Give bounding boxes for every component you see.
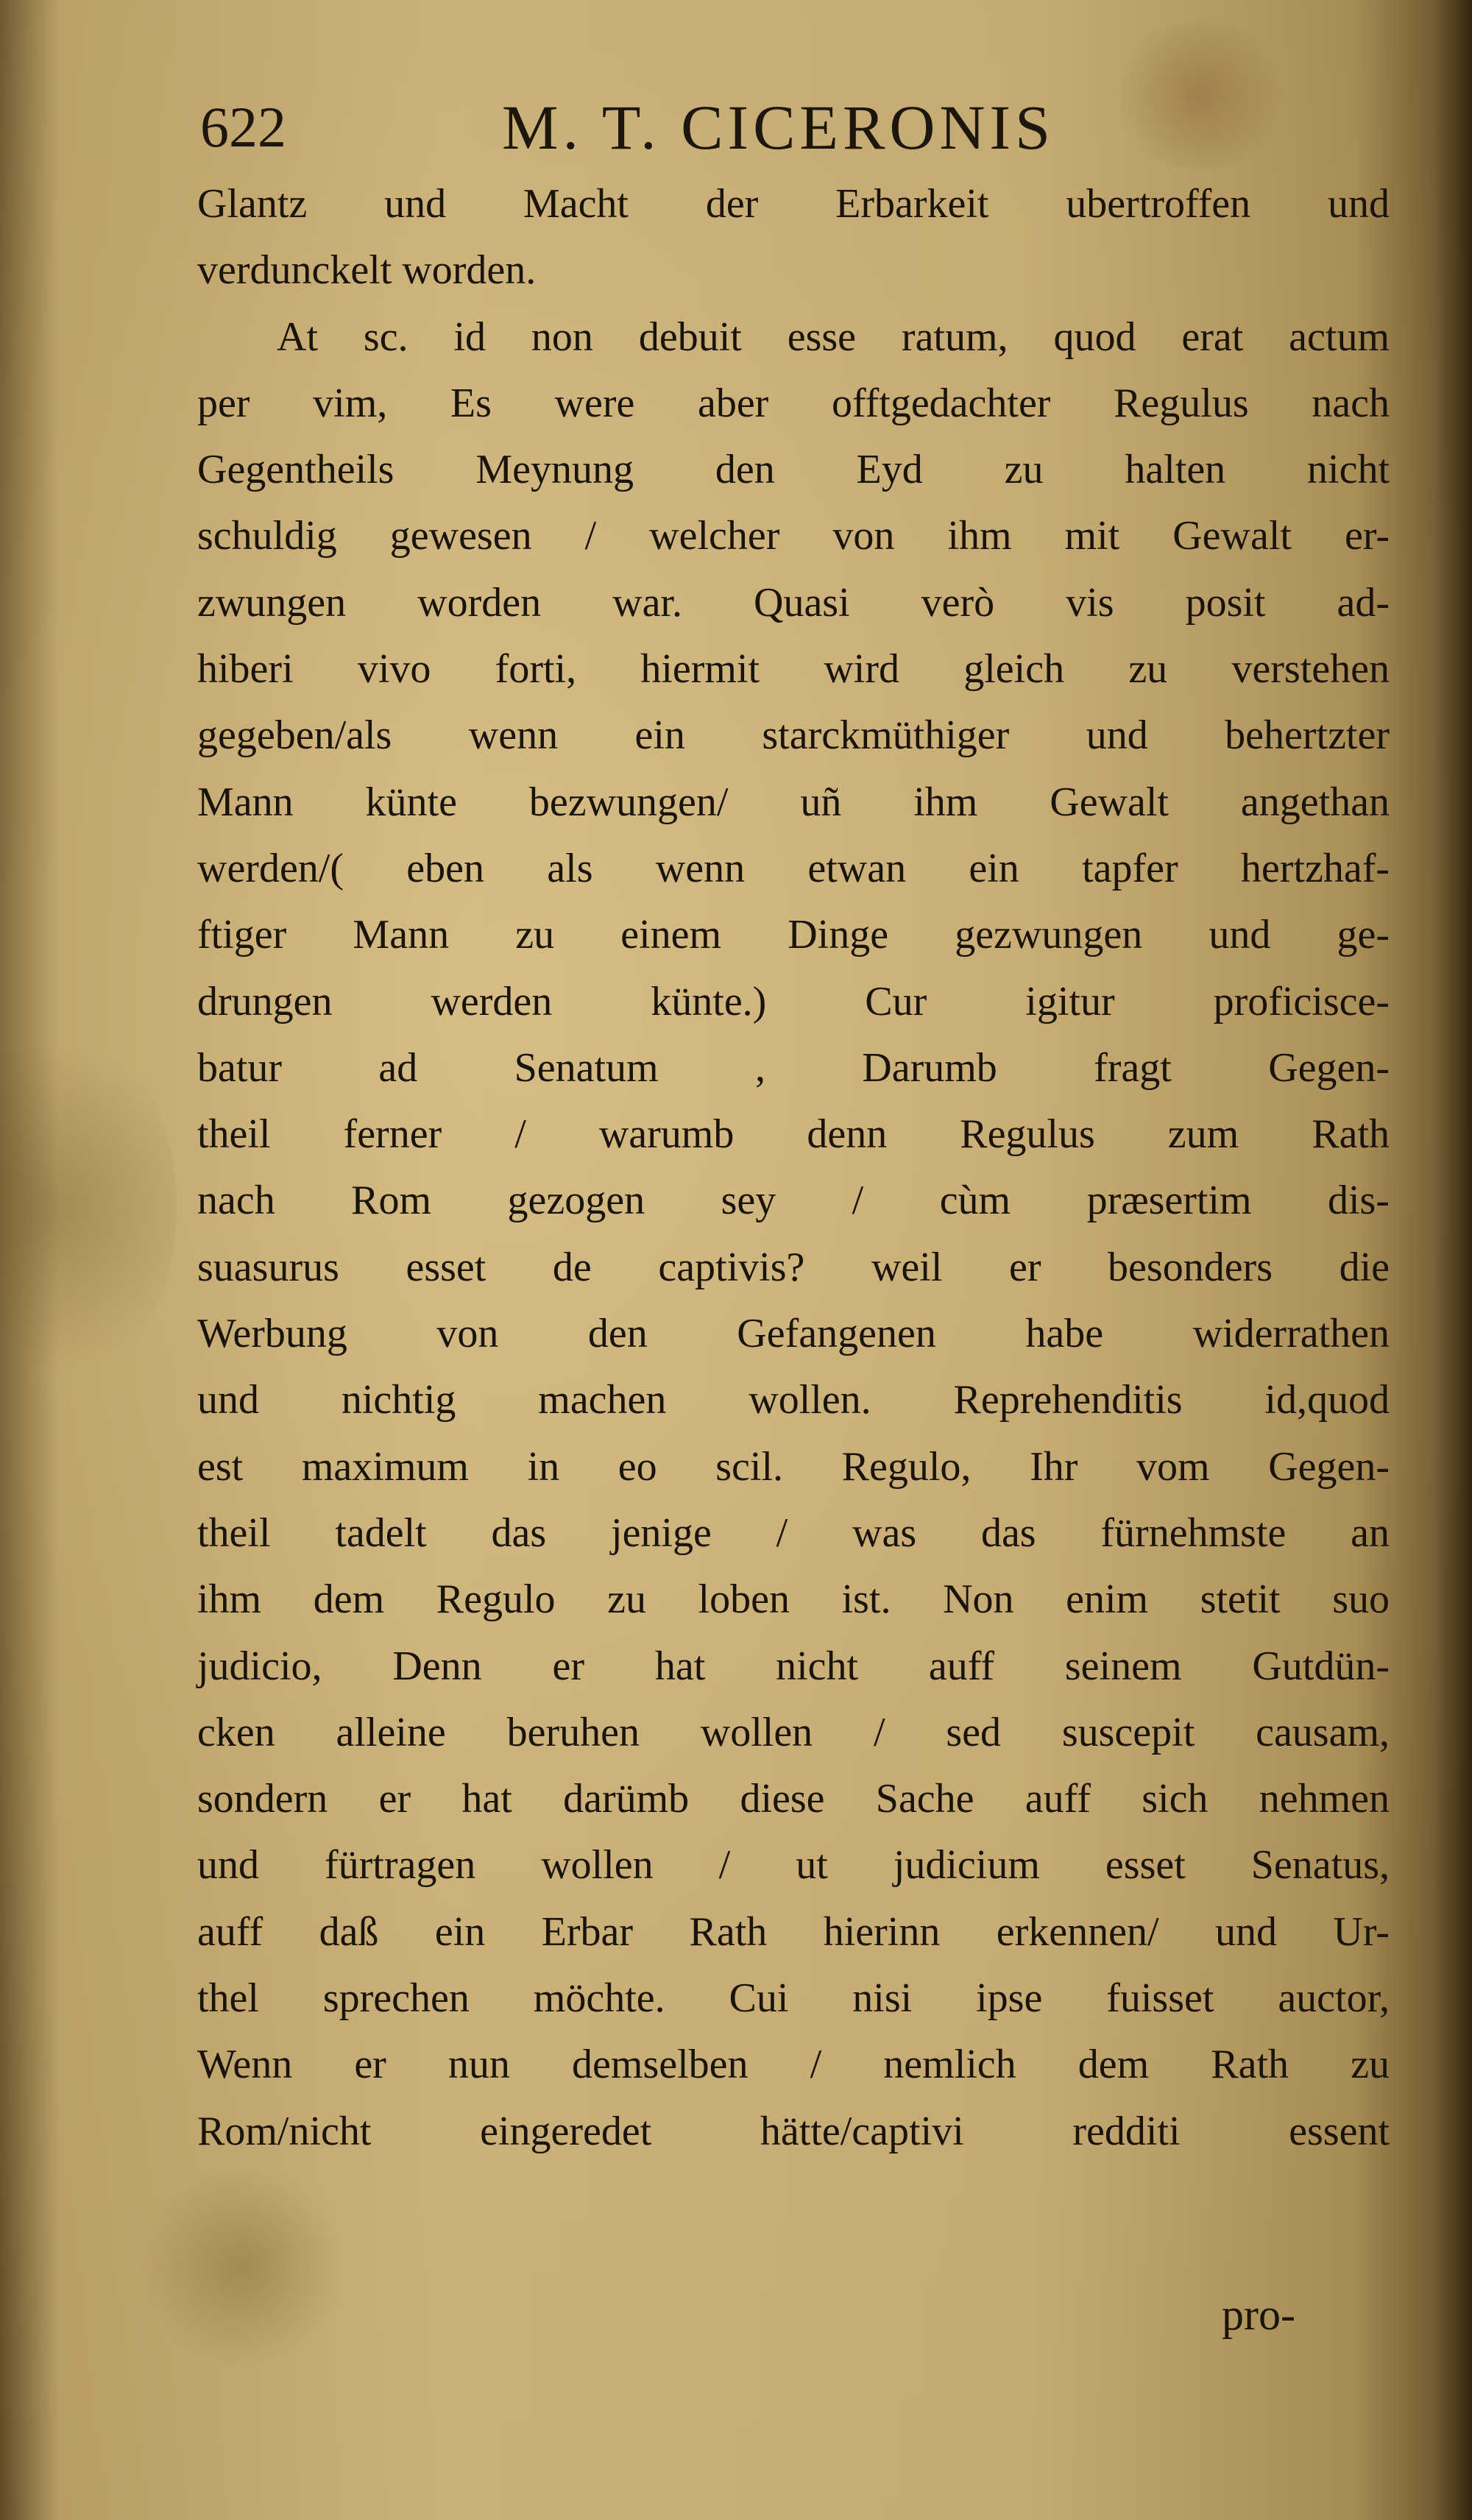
text-line: cken alleine beruhen wollen / sed suscepit causam,	[197, 1709, 1390, 1755]
page-number: 622	[200, 95, 286, 159]
running-head: M. T. CICERONIS	[502, 92, 1055, 163]
text-line: drungen werden künte.) Cur igitur proficisce-	[197, 978, 1390, 1024]
text-line: auff daß ein Erbar Rath hierinn erkennen/ und Ur-	[197, 1908, 1390, 1955]
text-line: suasurus esset de captivis? weil er besonders die	[197, 1244, 1390, 1290]
catchword: pro-	[1222, 2290, 1295, 2339]
text-line: werden/( eben als wenn etwan ein tapfer hertzhaf-	[197, 845, 1390, 891]
text-line: theil tadelt das jenige / was das fürnehmste an	[197, 1509, 1390, 1556]
text-line: per vim, Es were aber offtgedachter Regulus nach	[197, 380, 1390, 426]
text-line: Mann künte bezwungen/ uñ ihm Gewalt angethan	[197, 779, 1390, 825]
text-line: und nichtig machen wollen. Reprehenditis id,quod	[197, 1377, 1390, 1423]
page-gutter-shadow	[1434, 0, 1472, 2520]
text-line: At sc. id non debuit esse ratum, quod erat actum	[277, 314, 1390, 360]
text-line: ihm dem Regulo zu loben ist. Non enim stetit suo	[197, 1576, 1390, 1623]
text-line: hiberi vivo forti, hiermit wird gleich zu verstehen	[197, 646, 1390, 693]
text-line: Gegentheils Meynung den Eyd zu halten nicht	[197, 447, 1390, 493]
text-line: judicio, Denn er hat nicht auff seinem Gutdün-	[197, 1643, 1390, 1689]
text-line: und fürtragen wollen / ut judicium esset Senatus,	[197, 1842, 1390, 1889]
foxing-stain	[0, 1016, 177, 1398]
text-line: thel sprechen möchte. Cui nisi ipse fuisset auctor,	[197, 1975, 1390, 2022]
text-line: verdunckelt worden.	[197, 247, 537, 294]
text-line: nach Rom gezogen sey / cùm præsertim dis-	[197, 1178, 1390, 1224]
text-line: theil ferner / warumb denn Regulus zum Rath	[197, 1111, 1390, 1158]
text-line: batur ad Senatum , Darumb fragt Gegen-	[197, 1044, 1390, 1091]
text-line: est maximum in eo scil. Regulo, Ihr vom Gegen-	[197, 1443, 1390, 1490]
foxing-stain	[132, 2171, 353, 2362]
text-line: zwungen worden war. Quasi verò vis posit ad-	[197, 579, 1390, 626]
body-text	[197, 171, 1390, 2165]
text-line: gegeben/als wenn ein starckmüthiger und behertzter	[197, 712, 1390, 759]
text-line: Wenn er nun demselben / nemlich dem Rath zu	[197, 2042, 1390, 2088]
text-line: Rom/nicht eingeredet hätte/captivi redditi essent	[197, 2108, 1390, 2154]
text-line: ftiger Mann zu einem Dinge gezwungen und ge-	[197, 912, 1390, 958]
text-line: Werbung von den Gefangenen habe widerrathen	[197, 1311, 1390, 1357]
page-header	[200, 87, 1378, 168]
text-line: schuldig gewesen / welcher von ihm mit Gewalt er-	[197, 513, 1390, 559]
text-line: sondern er hat darümb diese Sache auff sich nehmen	[197, 1776, 1390, 1822]
text-line: Glantz und Macht der Erbarkeit ubertroffen und	[197, 181, 1390, 227]
